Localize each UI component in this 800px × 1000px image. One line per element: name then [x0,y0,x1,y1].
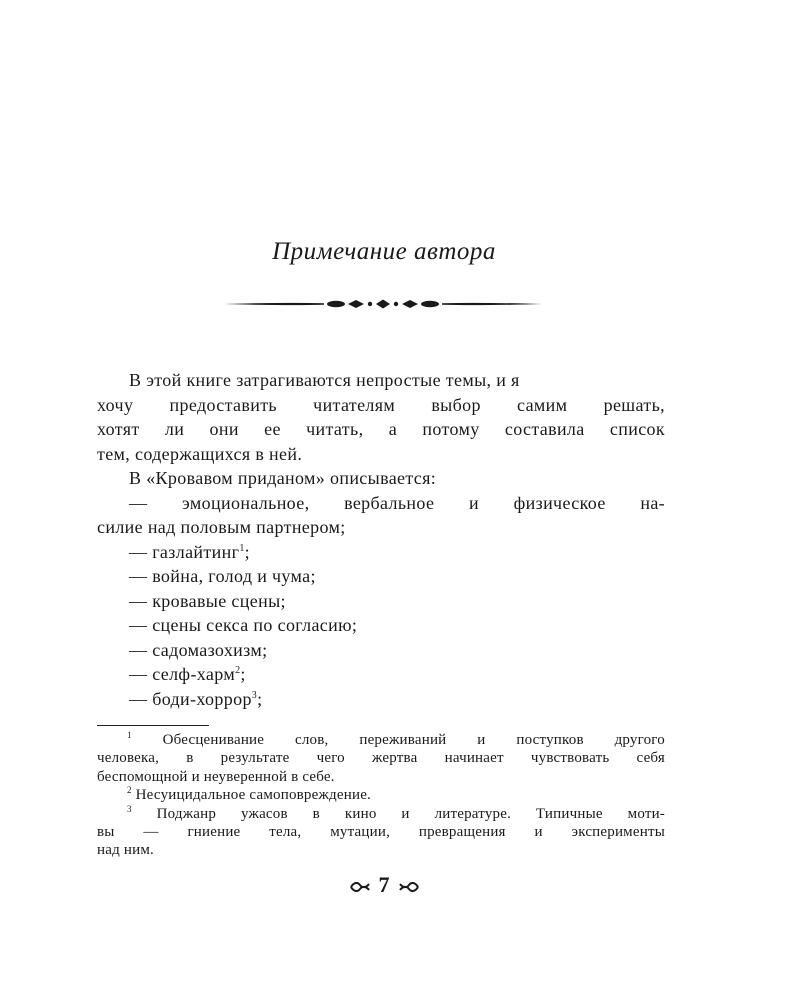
decorative-divider [224,296,542,312]
list-item: — кровавые сцены; [129,590,286,611]
intro-line: В этой книге затрагиваются непростые темы, и я [129,370,520,390]
footnote-separator [97,725,209,726]
intro-line: хочу предоставить читателям выбор самим решать, [97,394,665,415]
footnote-3-line: вы — гниение тела, мутации, превращения и эксперименты [97,824,665,841]
footnote-1-line: человека, в результате чего жертва начинает чувствовать себя [97,750,665,767]
main-text [97,368,665,711]
footnote-ref: 2 [235,665,241,676]
list-item: — газлайтинг$^1$; [129,541,251,562]
list-item: — боди-хоррор$^3$; [129,688,263,709]
footnote-ref: 3 [251,689,258,701]
folio-ornament-right-icon [398,880,420,894]
footnote-3-line: над ним. [97,842,154,859]
list-item: — война, голод и чума; [129,566,316,586]
list-item: — сцены секса по согласию; [129,615,358,635]
footnote-2: $^2$ Несуицидальное самоповреждение. [127,785,371,804]
footnote-mark: 3 [127,803,132,814]
footnote-ref: 1 [239,542,245,554]
footnote-mark: 1 [127,730,132,740]
page-title: Примечание автора [272,238,496,265]
list-item-continuation: силие над половым партнером; [97,517,346,537]
footnote-mark: 2 [127,785,132,796]
intro-line: хотят ли они ее читать, а потому составила список [97,419,665,439]
footnote-1: $^1$ Обесценивание слов, переживаний и поступков другого [127,730,665,748]
footnote-1-line: беспомощной и неуверенной в себе. [97,768,335,785]
list-item: — садомазохизм; [129,639,268,660]
folio-ornament-left-icon [349,880,371,894]
footnote-3: $^3$ Поджанр ужасов в кино и литературе. Типичные моти- [127,803,665,822]
list-item: — селф-харм$^2$; [129,664,246,684]
page-folio [0,872,768,898]
list-lead: В «Кровавом приданом» описывается: [129,468,437,488]
page-number: 7 [378,872,390,897]
footnotes [97,731,665,860]
list-item: — эмоциональное, вербальное и физическое на- [129,492,665,513]
intro-line: тем, содержащихся в ней. [97,443,303,464]
